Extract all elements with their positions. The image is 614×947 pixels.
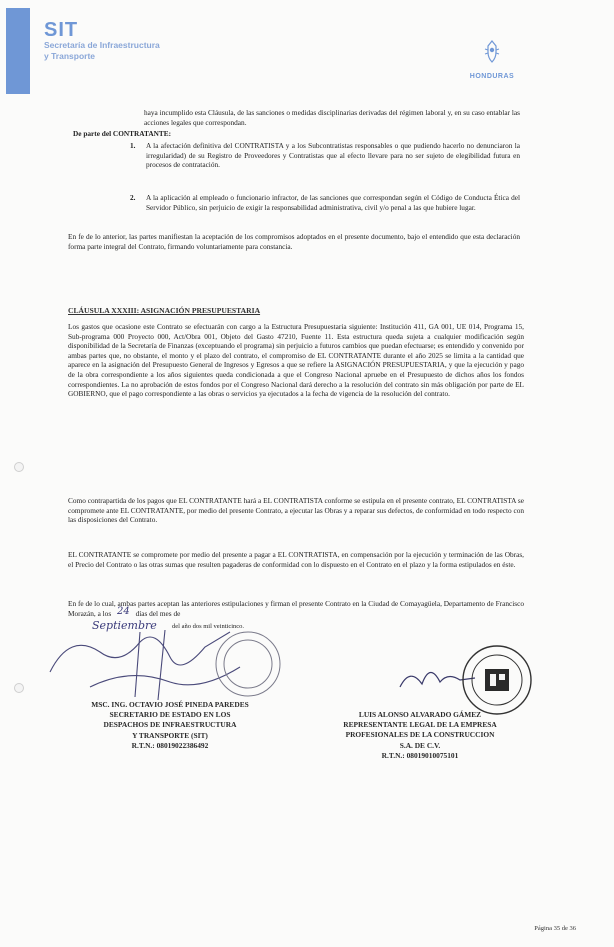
- item-2-text: A la aplicación al empleado o funcionario infractor, de las sanciones que correspondan según el Código de Conducta Ética del Servidor Público, sin perjuicio de exigir la responsabilidad administrativa, civil y/o penal a las que hubiere lugar.: [146, 193, 520, 212]
- agency-abbr: SIT: [44, 19, 79, 41]
- sit-header: [44, 20, 160, 62]
- budget-paragraph: Los gastos que ocasione este Contrato se efectuarán con cargo a la Estructura Presupuestaria siguiente: Institución 411, GA 001, UE 014, Programa 15, Sub-programa 000 Proyecto 000, Act/Obra 001, Objeto del Gasto 47210, Fuente 11. Esta estructura queda sujeta a cualquier modificación según disponibilidad de la Secretaría de Finanzas (exceptuando el programa) sin perjuicio a futuros cambios que puedan efectuarse; es entendido y convenido por ambas partes que, no obstante, el monto y el plazo del contrato, el compromiso de EL CONTRATANTE durante el año 2025 se limita a la cantidad que aparece en la asignación del Presupuesto General de Ingresos y Egresos a que se refiere la ASIGNACIÓN PRESUPUESTARIA, y que la ejecución y pago de la obra correspondiente a los años siguientes queda condicionada a que el Congreso Nacional apruebe en el Presupuesto de dichos años los fondos correspondientes. La no aprobación de estos fondos por el Congreso Nacional dará derecho a la resolución del contrato sin más obligación por parte de EL GOBIERNO, que el pago correspondiente a las obras o servicios ya ejecutados a la fecha de vigencia de la resolución del contrato.: [68, 322, 524, 399]
- clause-heading: CLÁUSULA XXXIII: ASIGNACIÓN PRESUPUESTARIA: [68, 306, 261, 315]
- page-number: Página 35 de 36: [534, 925, 576, 932]
- left-signatory-title3: Y TRANSPORTE (SIT): [132, 730, 208, 740]
- intro-paragraph: haya incumplido esta Cláusula, de las sanciones o medidas disciplinarias derivadas del régimen laboral y, en su caso entablar las acciones legales que correspondan.: [144, 108, 520, 127]
- right-signatory-name: LUIS ALONSO ALVARADO GÁMEZ: [358, 710, 482, 719]
- contratante-label: De parte del CONTRATANTE:: [73, 129, 172, 138]
- company-stamp-icon: [463, 646, 531, 714]
- country-label: HONDURAS: [469, 73, 515, 80]
- agency-name-line2: y Transporte: [44, 51, 96, 61]
- punch-hole: [14, 462, 24, 472]
- left-signatory-title2: DESPACHOS DE INFRAESTRUCTURA: [103, 720, 237, 730]
- left-signature-icon: [50, 630, 240, 700]
- item-1-number: 1.: [130, 141, 136, 150]
- right-signatory-title2: PROFESIONALES DE LA CONSTRUCCION: [345, 730, 495, 740]
- right-signatory-title1: REPRESENTANTE LEGAL DE LA EMPRESA: [343, 720, 497, 730]
- agency-name-line1: Secretaría de Infraestructura: [44, 40, 160, 50]
- coat-of-arms-icon: [482, 40, 502, 64]
- handwritten-day: 24: [117, 605, 130, 617]
- left-seal-icon: [216, 632, 280, 696]
- closing-tail: días del mes de: [135, 608, 181, 618]
- item-2-number: 2.: [130, 193, 136, 202]
- item-1-text: A la afectación definitiva del CONTRATISTA y a los Subcontratistas responsables o que pudiendo hacerlo no denunciaron la irregularidad) de su Registro de Proveedores y Contratistas que al efecto llevare para no ser sujeto de elegibilidad futura en procesos de contratación.: [146, 141, 520, 170]
- contrapartida-paragraph: Como contrapartida de los pagos que EL CONTRATANTE hará a EL CONTRATISTA conforme se estipula en el presente contrato, EL CONTRATISTA se compromete ante EL CONTRATANTE, por medio del presente Contrato, a ejecutar las Obras y a reparar sus defectos, de conformidad en todo respecto con las disposiciones del Contrato.: [68, 496, 524, 525]
- left-signatory-title1: SECRETARIO DE ESTADO EN LOS: [109, 710, 231, 720]
- left-signatory-rtn: R.T.N.: 08019022386492: [131, 740, 209, 750]
- sit-logo-bar: [6, 8, 30, 94]
- left-signatory-block: [52, 700, 288, 751]
- left-signatory-name: MSC. ING. OCTAVIO JOSÉ PINEDA PAREDES: [91, 700, 249, 709]
- closing-text: En fe de lo cual, ambas partes aceptan las anteriores estipulaciones y firman el presente Contrato en la Ciudad de Comayagüela, Departamento de Francisco Morazán, a los: [68, 599, 524, 618]
- closing-year: del año dos mil veinticinco.: [172, 623, 245, 630]
- right-signatory-rtn: R.T.N.: 08019010075101: [381, 750, 459, 760]
- handwritten-month: Septiembre: [92, 619, 157, 632]
- punch-hole: [14, 683, 24, 693]
- right-signatory-block: [306, 710, 534, 761]
- compromete-paragraph: EL CONTRATANTE se compromete por medio del presente a pagar a EL CONTRATISTA, en compensación por la ejecución y terminación de las Obras, el Precio del Contrato o las otras sumas que resulten pagaderas de conformidad con lo dispuesto en el Contrato en el plazo y la forma estipulados en éste.: [68, 550, 524, 569]
- right-signatory-title3: S.A. DE C.V.: [399, 740, 441, 750]
- honduras-emblem-block: [462, 40, 522, 80]
- fe-paragraph: En fe de lo anterior, las partes manifiestan la aceptación de los compromisos adoptados en el presente documento, bajo el entendido que esta declaración forma parte integral del Contrato, firmando voluntariamente para constancia.: [68, 232, 520, 251]
